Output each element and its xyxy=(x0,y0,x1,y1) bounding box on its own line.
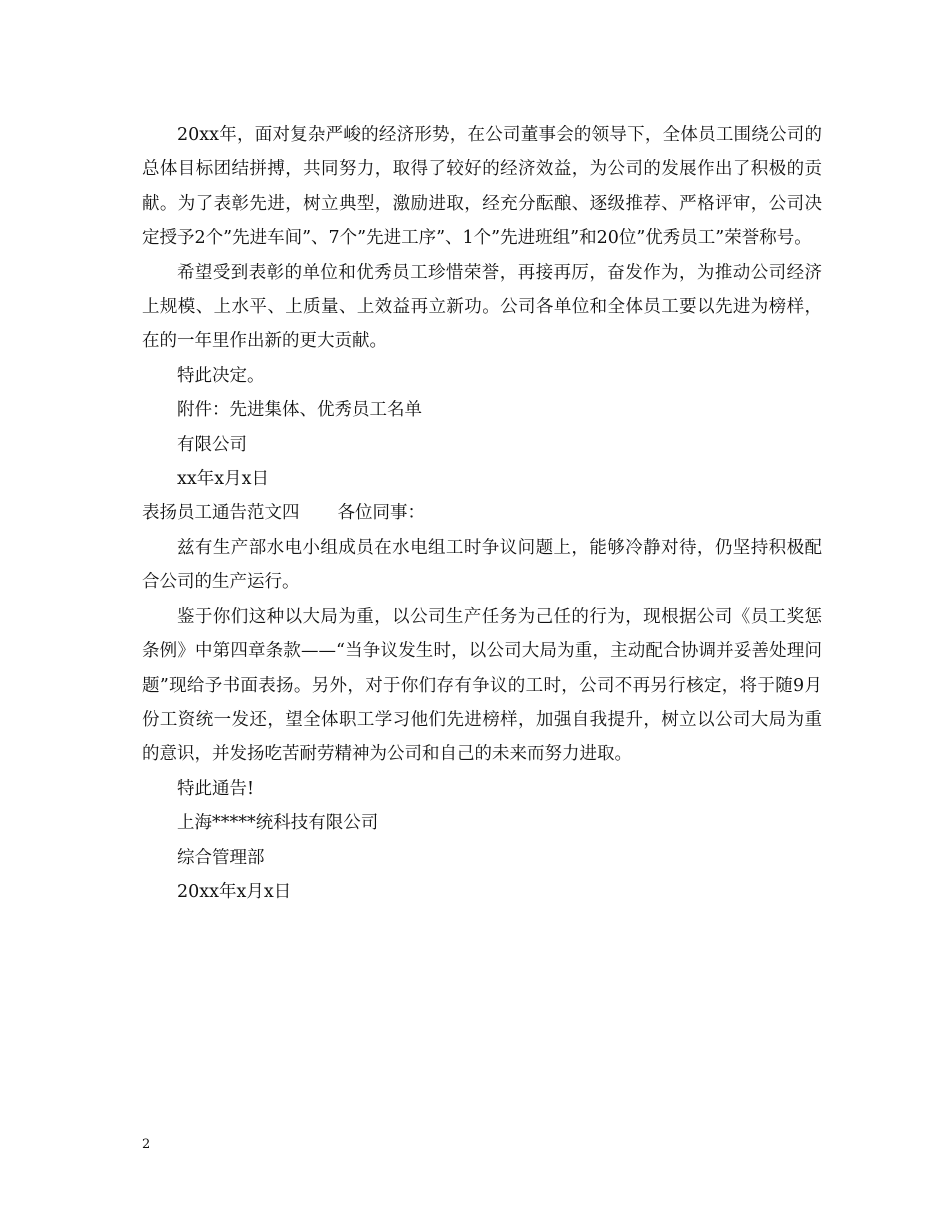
document-body xyxy=(142,118,822,909)
company-name: 有限公司 xyxy=(177,434,247,455)
paragraph-notice-intro: 兹有生产部水电小组成员在水电组工时争议问题上，能够冷静对待，仍坚持积极配合公司的生产运行。 xyxy=(142,537,822,593)
section-title: 表扬员工通告范文四 xyxy=(142,503,300,524)
section-heading-line xyxy=(142,496,822,530)
paragraph-commendation-intro: 20xx年，面对复杂严峻的经济形势，在公司董事会的领导下，全体员工围绕公司的总体目标团结拼搏，共同努力，取得了较好的经济效益，为公司的发展作出了积极的贡献。为了表彰先进，树立典型，激励进取，经充分酝酿、逐级推荐、严格评审，公司决定授予2个”先进车间”、7个”先进工序”、1个”先进班组”和20位”优秀员工”荣誉称号。 xyxy=(142,125,822,249)
salutation: 各位同事： xyxy=(337,503,425,524)
signature-date: 20xx年x月x日 xyxy=(177,881,292,902)
page-number: 2 xyxy=(142,1137,151,1152)
document-date: xx年x月x日 xyxy=(177,469,269,490)
signature-company: 上海*****统科技有限公司 xyxy=(177,813,379,834)
signature-department: 综合管理部 xyxy=(177,847,265,868)
closing-notice: 特此通告! xyxy=(177,778,255,799)
closing-decision: 特此决定。 xyxy=(177,365,265,386)
attachment-note: 附件：先进集体、优秀员工名单 xyxy=(177,400,422,421)
paragraph-commendation-hope: 希望受到表彰的单位和优秀员工珍惜荣誉，再接再厉，奋发作为，为推动公司经济上规模、上水平、上质量、上效益再立新功。公司各单位和全体员工要以先进为榜样，在的一年里作出新的更大贡献。 xyxy=(142,262,822,352)
paragraph-notice-body: 鉴于你们这种以大局为重，以公司生产任务为己任的行为，现根据公司《员工奖惩条例》中第四章条款——“当争议发生时，以公司大局为重，主动配合协调并妥善处理问题”现给予书面表扬。另外，对于你们存有争议的工时，公司不再另行核定，将于随9月份工资统一发还，望全体职工学习他们先进榜样，加强自我提升，树立以公司大局为重的意识，并发扬吃苦耐劳精神为公司和自己的未来而努力进取。 xyxy=(142,606,822,765)
